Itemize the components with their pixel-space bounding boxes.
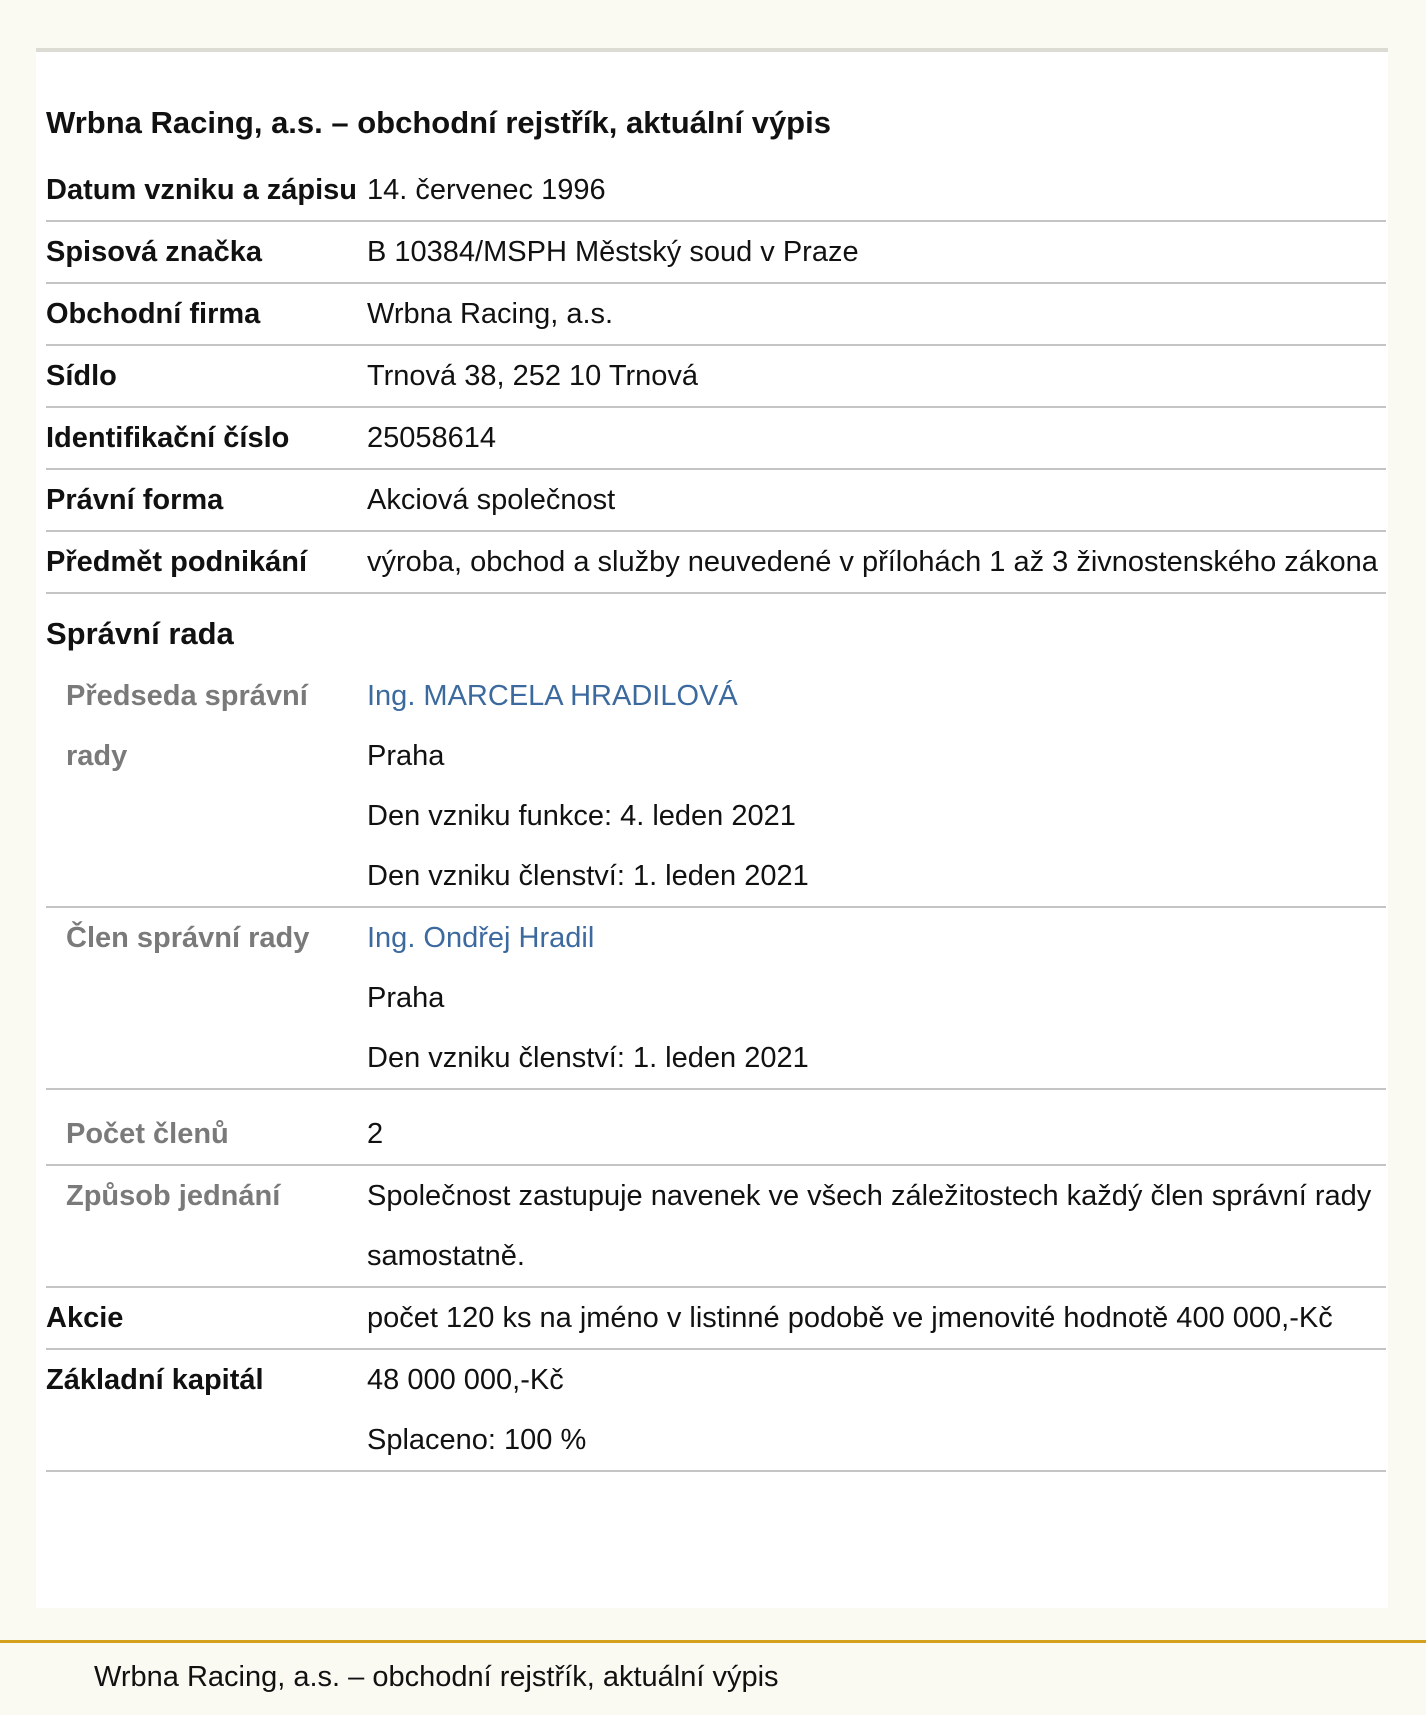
- person-city: Praha: [367, 982, 445, 1014]
- row-predseda: [46, 666, 1386, 908]
- row-value: Wrbna Racing, a.s.: [367, 298, 614, 330]
- row-value: [367, 666, 1386, 906]
- section-heading-spravni-rada: Správní rada: [46, 616, 234, 651]
- row-label: Počet členů: [66, 1118, 229, 1150]
- row-label: Právní forma: [46, 484, 224, 516]
- row-label: Základní kapitál: [46, 1364, 264, 1396]
- row-value: [367, 1350, 1386, 1470]
- row-value: [367, 908, 1386, 1088]
- row-label: Spisová značka: [46, 236, 262, 268]
- row-pravni-forma: [46, 470, 1386, 532]
- capital-paid: Splaceno: 100 %: [367, 1424, 587, 1456]
- person-city: Praha: [367, 740, 445, 772]
- row-label: Identifikační číslo: [46, 422, 290, 454]
- row-label: Obchodní firma: [46, 298, 261, 330]
- row-pocet-clenu: [46, 1104, 1386, 1166]
- row-akcie: [46, 1288, 1386, 1350]
- row-label: Akcie: [46, 1302, 124, 1334]
- row-label: Sídlo: [46, 360, 117, 392]
- register-table: [46, 160, 1386, 1472]
- row-identifikacni-cislo: [46, 408, 1386, 470]
- footer-text: Wrbna Racing, a.s. – obchodní rejstřík, aktuální výpis: [94, 1661, 779, 1693]
- register-card: [36, 48, 1388, 1608]
- row-label: Předmět podnikání: [46, 546, 308, 578]
- page-title: Wrbna Racing, a.s. – obchodní rejstřík, aktuální výpis: [46, 105, 831, 140]
- function-start-date: Den vzniku funkce: 4. leden 2021: [367, 800, 796, 832]
- row-zakladni-kapital: [46, 1350, 1386, 1472]
- person-link-member[interactable]: Ing. Ondřej Hradil: [367, 922, 595, 954]
- row-label: Člen správní rady: [66, 922, 310, 954]
- row-label: Způsob jednání: [66, 1180, 281, 1212]
- row-value: 2: [367, 1118, 384, 1150]
- row-value: Akciová společnost: [367, 484, 616, 516]
- person-link-chair[interactable]: Ing. MARCELA HRADILOVÁ: [367, 680, 738, 712]
- row-spisova-znacka: [46, 222, 1386, 284]
- row-value: Trnová 38, 252 10 Trnová: [367, 360, 699, 392]
- row-zpusob-jednani: [46, 1166, 1386, 1288]
- row-value: 25058614: [367, 422, 497, 454]
- row-value: 14. červenec 1996: [367, 174, 606, 206]
- row-label: Předseda správní rady: [66, 680, 308, 772]
- row-value: výroba, obchod a služby neuvedené v přílohách 1 až 3 živnostenského zákona: [367, 546, 1378, 578]
- spacer: [46, 1090, 1386, 1104]
- page-footer: [0, 1640, 1426, 1715]
- row-value: počet 120 ks na jméno v listinné podobě ve jmenovité hodnotě 400 000,-Kč: [367, 1302, 1333, 1334]
- row-value: B 10384/MSPH Městský soud v Praze: [367, 236, 859, 268]
- row-value: Společnost zastupuje navenek ve všech záležitostech každý člen správní rady samostatně.: [367, 1180, 1372, 1272]
- row-sidlo: [46, 346, 1386, 408]
- membership-start-date: Den vzniku členství: 1. leden 2021: [367, 860, 809, 892]
- row-obchodni-firma: [46, 284, 1386, 346]
- row-label: Datum vzniku a zápisu: [46, 174, 358, 206]
- membership-start-date: Den vzniku členství: 1. leden 2021: [367, 1042, 809, 1074]
- row-predmet-podnikani: [46, 532, 1386, 594]
- capital-amount: 48 000 000,-Kč: [367, 1364, 564, 1396]
- row-clen: [46, 908, 1386, 1090]
- row-datum-vzniku: [46, 160, 1386, 222]
